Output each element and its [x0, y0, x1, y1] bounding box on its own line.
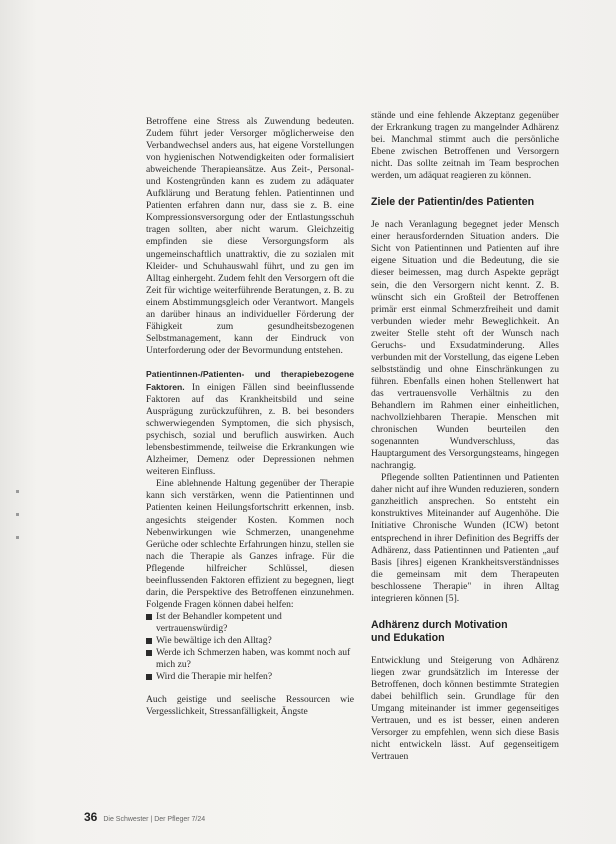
publication-name: Die Schwester | Der Pfleger 7/24 [103, 816, 206, 823]
inline-heading: Patientinnen-/Patienten- und therapiebezogene Faktoren. [146, 368, 354, 392]
body-paragraph: Auch geistige und seelische Ressourcen wie Vergesslichkeit, Stressanfälligkeit, Ängste [146, 694, 354, 718]
page-number: 36 [84, 810, 98, 824]
heading-line: und Edukation [371, 631, 445, 644]
list-item: Ist der Behandler kompetent und vertrauenswürdig? [146, 611, 354, 635]
left-column [146, 116, 354, 718]
page-footer [84, 810, 205, 824]
list-item: Werde ich Schmerzen haben, was kommt noch auf mich zu? [146, 647, 354, 671]
section-heading [371, 619, 559, 645]
margin-marks [16, 490, 20, 559]
body-paragraph: Eine ablehnende Haltung gegenüber der Therapie kann sich verstärken, wenn die Patientinnen und Patienten keinen Heilungsfortschritt erkennen, insb. angesichts steigender Kosten. Kommen noch Nebenwirkungen wie Schmerzen, unangenehme Gerüche oder schlechte Erfahrungen hinzu, stellen sie nach die Therapie als Ganzes infrage. Für die Pflegende hilfreicher Schlüssel, diesen beeinflussenden Faktoren effizient zu begegnen, liegt darin, die Perspektive des Betroffenen einzunehmen. Folgende Fragen können dabei helfen: [146, 478, 354, 610]
body-paragraph: Entwicklung und Steigerung von Adhärenz liegen zwar grundsätzlich im Interesse der Betroffenen, doch können bestimmte Strategien dabei behilflich sein. Grundlage für den Umgang miteinander ist immer gegenseitiges Vertrauen, und es ist besser, einen anderen Versorger zu empfehlen, wenn sich diese Basis nicht entwickeln lässt. Auf gegenseitigem Vertrauen [371, 654, 559, 763]
margin-mark [16, 490, 19, 493]
body-text: In einigen Fällen sind beeinflussende Faktoren auf das Krankheitsbild und seine Ausprägung zurückzuführen, z. B. bei besonders schwerwiegenden Symptomen, die sich physisch, psychisch, sozial und beruflich auswirken. Auch lebensbestimmende, teilweise die Erkrankungen wie Alzheimer, Demenz oder Depressionen nehmen weiteren Einfluss. [146, 381, 354, 478]
section-heading: Ziele der Patientin/des Patienten [371, 196, 535, 209]
question-list [146, 611, 354, 683]
heading-line: Adhärenz durch Motivation [371, 618, 508, 631]
margin-mark [16, 513, 19, 516]
list-item: Wie bewältige ich den Alltag? [146, 635, 354, 647]
body-paragraph: Betroffene eine Stress als Zuwendung bedeuten. Zudem führt jeder Versorger möglicherweise den Verbandwechsel anders aus, hat eigene Vorstellungen von hygienischen Notwendigkeiten oder formalisiert abweichende Therapieansätze. Aus Zeit-, Personal- und Kostengründen kann es zudem zu adäquater Aufklärung und Beratung fehlen. Patientinnen und Patienten erfahren dann nur, dass sie z. B. eine Kompressionsversorgung oder der Entlastungsschuh tragen sollten, aber nicht warum. Gleichzeitig empfinden sie diese Versorgungsform als ungemeinschaftlich unattraktiv, die zu sozialen mit Kleider- und Schuhauswahl führt, und zu gen im Alltag einhergeht. Zudem fehlt den Versorgern oft die Zeit für wichtige weiterführende Beratungen, z. B. zu einem Abstimmungsgleich oder Verantwort. Mangels an darüber hinaus an individueller Förderung der Fähigkeit zum gesundheitsbezogenen Selbstmanagement, kann der Eindruck von Unterforderung oder der Bevormundung entstehen. [146, 116, 354, 356]
body-paragraph: Pflegende sollten Patientinnen und Patienten daher nicht auf ihre Wunden reduzieren, sondern ganzheitlich ansprechen. So entsteht ein konstruktives Miteinander auf Augenhöhe. Die Initiative Chronische Wunden (ICW) betont entsprechend in ihrer Definition des Begriffs der Adhärenz, dass Patientinnen und Patienten „auf Basis [ihres] eigenen Krankheitsverständnisses die gemeinsam mit dem Therapeuten beschlossene Therapie" in ihren Alltag integrieren können [5]. [371, 472, 559, 604]
body-paragraph: Je nach Veranlagung begegnet jeder Mensch einer herausfordernden Situation anders. Die Sicht von Patientinnen und Patienten auf ihre eigene Situation und die Bedeutung, die sie dieser beimessen, mag durch Aspekte geprägt sein, die den Versorgern nicht kennt. Z. B. wünscht sich ein Großteil der Betroffenen primär erst einmal Schmerzfreiheit und damit verbunden wieder mehr Beweglichkeit. An zweiter Stelle steht oft der Wunsch nach Geruchs- und Exsudatminderung. Alles verbunden mit der Vorstellung, das eigene Leben selbstständig und ohne Einschränkungen zu führen. Ebenfalls einen hohen Stellenwert hat das vertrauensvolle Verhältnis zu den Behandlern im Rahmen einer einheitlichen, nachvollziehbaren Therapie. Menschen mit chronischen Wunden beurteilen den sogenannten Wundverschluss, das Hauptargument des Versorgungsteams, hingegen nachrangig. [371, 219, 560, 472]
body-paragraph: stände und eine fehlende Akzeptanz gegenüber der Erkrankung tragen zu mangelnder Adhärenz bei. Manchmal stimmt auch die persönliche Ebene zwischen Betroffenen und Versorgern nicht. Das sollte zeitnah im Team besprochen werden, um adäquat reagieren zu können. [371, 110, 559, 182]
margin-mark [16, 536, 19, 539]
body-paragraph [146, 368, 354, 478]
right-column [371, 110, 559, 763]
list-item: Wird die Therapie mir helfen? [146, 671, 354, 683]
